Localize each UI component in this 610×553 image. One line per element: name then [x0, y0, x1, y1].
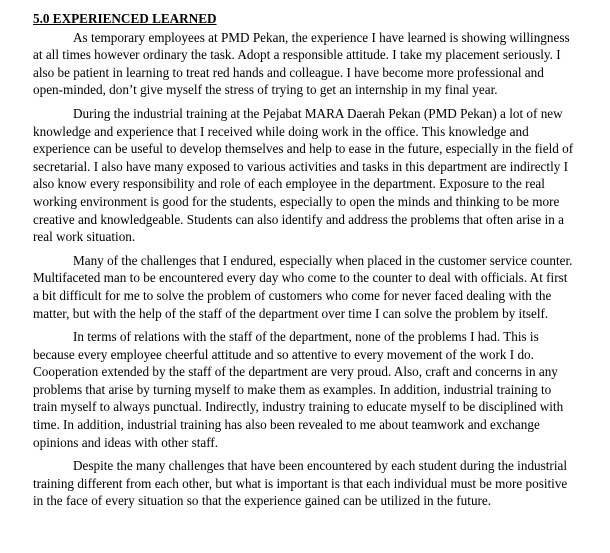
paragraph-2: During the industrial training at the Pejabat MARA Daerah Pekan (PMD Pekan) a lot of new knowledge and experience that I received while doing work in the office. This knowledge and experience can be useful to develop themselves and help to ease in the future, especially in the field of secretarial. I also have many exposed to various activities and tasks in this department are indirectly I also know every responsibility and role of each employee in the department. Exposure to the real working environment is good for the students, especially to open the minds and thinking to be more creative and knowledgeable. Students can also identify and address the problems that often arise in a real work situation. — [33, 105, 574, 245]
paragraph-3: Many of the challenges that I endured, especially when placed in the customer service counter. Multifaceted man to be encountered every day who come to the counter to deal with officials. At first a bit difficult for me to solve the problem of customers who come for never faced dealing with the matter, but with the help of the staff of the department over time I can solve the problem by itself. — [33, 252, 573, 321]
document-page — [33, 10, 575, 516]
section-heading: 5.0 EXPERIENCED LEARNED — [33, 11, 217, 26]
paragraph-4: In terms of relations with the staff of the department, none of the problems I had. This is because every employee cheerful attitude and so attentive to every movement of the work I do. Cooperation extended by the staff of the department are very proud. Also, craft and concerns in any problems that arise by turning myself to make them as examples. In addition, industrial training to train myself to always punctual. Indirectly, industry training to educate myself to be disciplined with time. In addition, industrial training has also been revealed to me about teamwork and exchange opinions and ideas with other staff. — [33, 329, 564, 450]
paragraph-5: Despite the many challenges that have been encountered by each student during the industrial training different from each other, but what is important is that each individual must be more positive in the face of every situation so that the experience gained can be utilized in the future. — [33, 458, 568, 509]
paragraph-1: As temporary employees at PMD Pekan, the experience I have learned is showing willingness at all times however ordinary the task. Adopt a responsible attitude. I take my placement seriously. I also be patient in learning to treat red hands and colleague. I have become more professional and open-minded, don’t give myself the stress of trying to get an internship in my final year. — [33, 29, 570, 98]
